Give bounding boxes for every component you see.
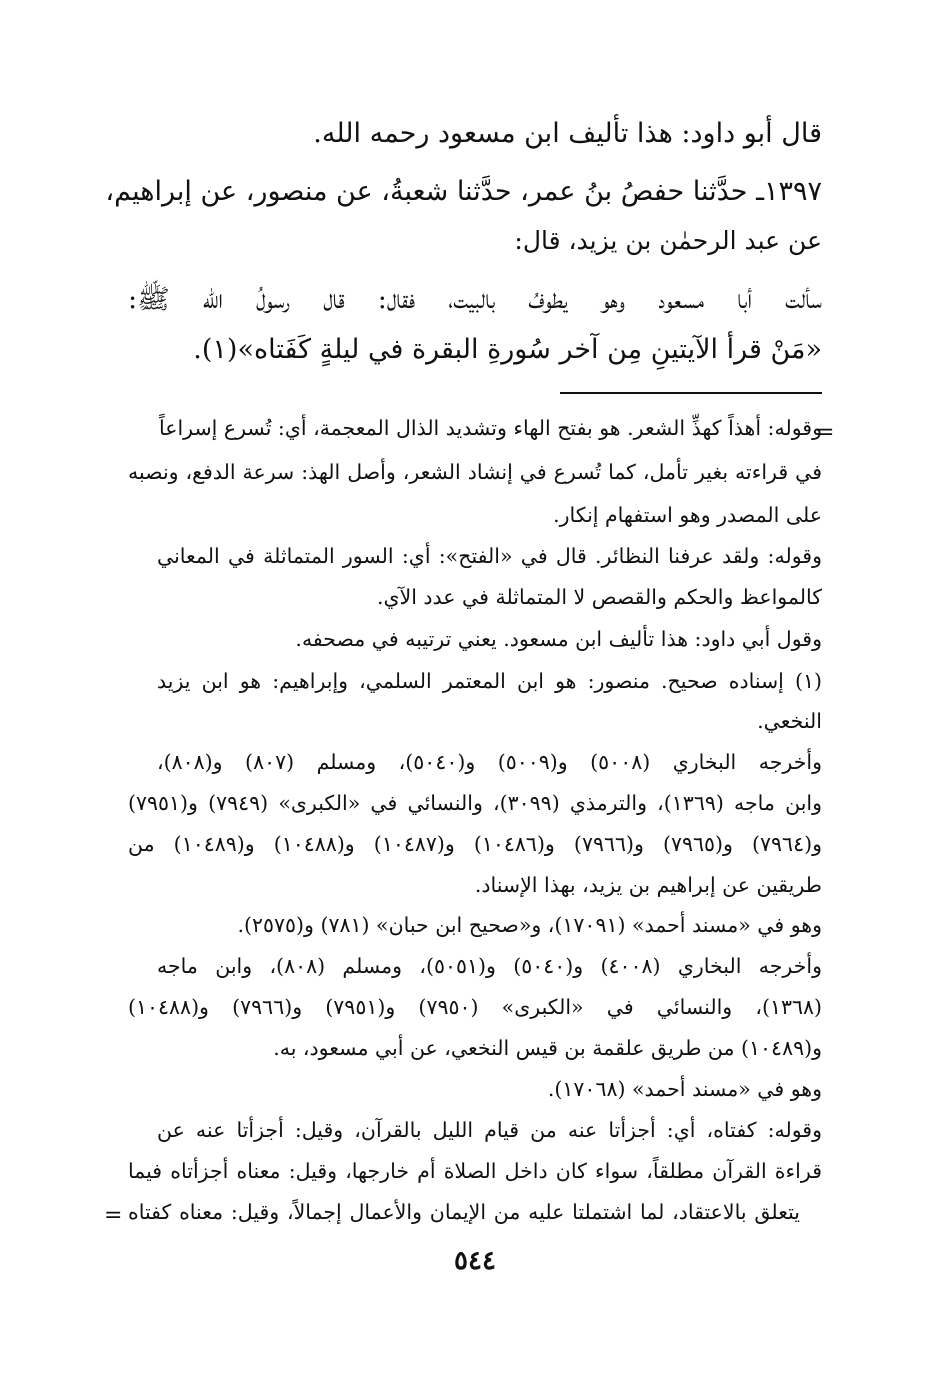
footnote-line-10: وابن ماجه (١٣٦٩)، والترمذي (٣٠٩٩)، والنسائي في «الكبرى» (٧٩٤٩) و(٧٩٥١) — [128, 791, 822, 815]
main-line-2: ١٣٩٧ـ حدَّثنا حفصُ بنُ عمر، حدَّثنا شعبةُ، عن منصور، عن إبراهيم، — [105, 176, 822, 207]
footnote-line-1: وقوله: أهذاً كهذِّ الشعر. هو بفتح الهاء وتشديد الذال المعجمة، أي: تُسرع إسراعاً — [158, 416, 822, 440]
footnote-line-16: و(١٠٤٨٩) من طريق علقمة بن قيس النخعي، عن أبي مسعود، به. — [273, 1036, 822, 1060]
footnote-line-2: في قراءته بغير تأمل، كما تُسرع في إنشاد الشعر، وأصل الهذ: سرعة الدفع، ونصبه — [128, 460, 822, 484]
footnote-line-7: (١) إسناده صحيح. منصور: هو ابن المعتمر السلمي، وإبراهيم: هو ابن يزيد — [157, 669, 822, 693]
main-line-4: سألت أبا مسعود وهو يطوفُ بالبيت، فقال: قال رسولُ الله ﷺ: — [128, 284, 822, 315]
main-line-1: قال أبو داود: هذا تأليف ابن مسعود رحمه الله. — [313, 118, 822, 149]
footnote-line-17: وهو في «مسند أحمد» (١٧٠٦٨). — [547, 1077, 822, 1101]
main-line-3: عن عبد الرحمٰن بن يزيد، قال: — [514, 226, 822, 255]
footnote-line-5: كالمواعظ والحكم والقصص لا المتماثلة في عدد الآي. — [376, 585, 822, 609]
footnote-line-18: وقوله: كفتاه، أي: أجزأتا عنه من قيام الليل بالقرآن، وقيل: أجزأتا عنه عن — [157, 1118, 822, 1142]
footnote-line-11: و(٧٩٦٤) و(٧٩٦٥) و(٧٩٦٦) و(١٠٤٨٦) و(١٠٤٨٧) و(١٠٤٨٨) و(١٠٤٨٩) من — [128, 832, 822, 856]
footnote-line-4: وقوله: ولقد عرفنا النظائر. قال في «الفتح»: أي: السور المتماثلة في المعاني — [157, 544, 822, 568]
footnote-line-19: قراءة القرآن مطلقاً، سواء كان داخل الصلاة أم خارجها، وقيل: معناه أجزأتاه فيما — [128, 1159, 822, 1183]
footnote-line-13: وهو في «مسند أحمد» (١٧٠٩١)، و«صحيح ابن حبان» (٧٨١) و(٢٥٧٥). — [237, 913, 822, 937]
footnote-line-15: (١٣٦٨)، والنسائي في «الكبرى» (٧٩٥٠) و(٧٩٥١) و(٧٩٦٦) و(١٠٤٨٨) — [128, 995, 823, 1019]
footnote-separator — [560, 392, 822, 394]
main-line-5: «مَنْ قرأ الآيتينِ مِن آخر سُورةِ البقرة في ليلةٍ كَفَتاه»(١). — [193, 334, 822, 365]
footnote-line-9: وأخرجه البخاري (٥٠٠٨) و(٥٠٠٩) و(٥٠٤٠)، ومسلم (٨٠٧) و(٨٠٨)، — [157, 750, 822, 774]
footnote-line-3: على المصدر وهو استفهام إنكار. — [553, 503, 822, 527]
footnote-line-14: وأخرجه البخاري (٤٠٠٨) و(٥٠٤٠) و(٥٠٥١)، ومسلم (٨٠٨)، وابن ماجه — [157, 954, 822, 978]
page-number: ٥٤٤ — [454, 1246, 496, 1276]
footnote-line-12: طريقين عن إبراهيم بن يزيد، بهذا الإسناد. — [474, 873, 822, 897]
footnote-line-20: يتعلق بالاعتقاد، لما اشتملتا عليه من الإيمان والأعمال إجمالاً، وقيل: معناه كفتاه — [128, 1200, 800, 1224]
end-continuation-marker: = — [104, 1203, 123, 1228]
footnote-line-6: وقول أبي داود: هذا تأليف ابن مسعود. يعني ترتيبه في مصحفه. — [295, 627, 822, 651]
footnote-line-8: النخعي. — [757, 709, 822, 733]
continuation-marker: = — [816, 420, 835, 445]
